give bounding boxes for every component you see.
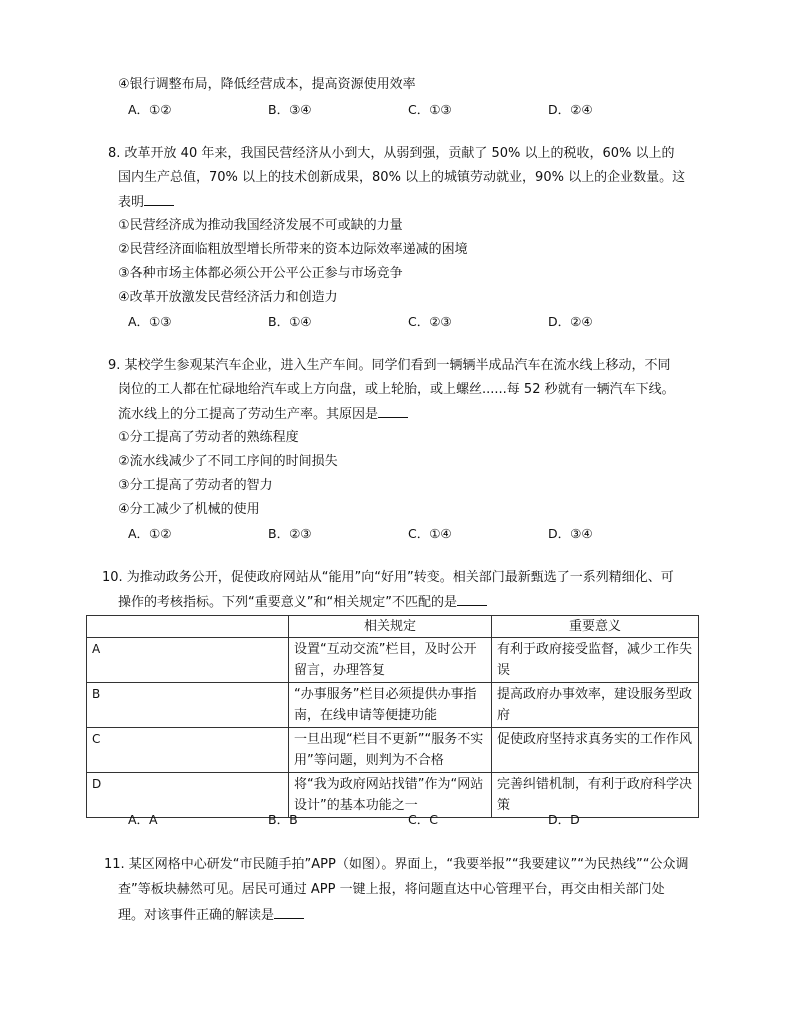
q9-option-d: D．③④ <box>548 526 593 541</box>
q11-stem-line-2: 查”等板块赫然可见。居民可通过 APP 一键上报，将问题直达中心管理平台，再交由相关部门处 <box>118 882 665 897</box>
answer-blank <box>144 193 174 206</box>
q9-item-4: ④分工减少了机械的使用 <box>118 502 260 517</box>
q8-item-2: ②民营经济面临粗放型增长所带来的资本边际效率递减的困境 <box>118 242 468 257</box>
q8-stem-line-2: 国内生产总值，70% 以上的技术创新成果，80% 以上的城镇劳动就业，90% 以上的企业数量。这 <box>118 170 686 185</box>
meaning-cell: 完善纠错机制，有利于政府科学决策 <box>492 773 699 818</box>
q8-option-a: A．①③ <box>128 314 172 329</box>
q10-stem-line-2: 操作的考核指标。下列“重要意义”和“相关规定”不匹配的是 <box>118 593 487 612</box>
q9-stem-line-3: 流水线上的分工提高了劳动生产率。其原因是 <box>118 405 408 424</box>
q9-stem-line-2: 岗位的工人都在忙碌地给汽车或上方向盘，或上轮胎，或上螺丝......每 52 秒就有一辆汽车下线。 <box>118 382 675 397</box>
q7-options <box>128 101 688 119</box>
q8-item-3: ③各种市场主体都必须公开公平公正参与市场竞争 <box>118 266 403 281</box>
q9-item-2: ②流水线减少了不同工序间的时间损失 <box>118 454 338 469</box>
q10-options <box>128 811 688 829</box>
q8-stem-line-1: 8. 改革开放 40 年来，我国民营经济从小到大，从弱到强，贡献了 50% 以上的税收，60% 以上的 <box>108 146 675 161</box>
row-label: B <box>87 683 289 728</box>
table-row <box>87 638 699 683</box>
q9-option-c: C．①④ <box>408 526 452 541</box>
q9-option-a: A．①② <box>128 526 172 541</box>
q7-item-4: ④银行调整布局，降低经营成本，提高资源使用效率 <box>118 77 416 92</box>
q10-option-a: A．A <box>128 812 158 827</box>
q11-stem-line-3: 理。对该事件正确的解读是 <box>118 906 304 925</box>
answer-blank <box>457 593 487 606</box>
q7-option-c: C．①③ <box>408 102 452 117</box>
q8-item-4: ④改革开放激发民营经济活力和创造力 <box>118 290 338 305</box>
q11-stem-line-1: 11. 某区网格中心研发“市民随手拍”APP（如图）。界面上，“我要举报”“我要建议”“为民热线”“公众调 <box>104 857 689 872</box>
q8-stem-line-3: 表明 <box>118 193 174 212</box>
rule-cell: 一旦出现“栏目不更新”“服务不实用”等问题，则判为不合格 <box>289 728 492 773</box>
answer-blank <box>378 405 408 418</box>
table-header-cell <box>87 616 289 638</box>
q7-option-d: D．②④ <box>548 102 593 117</box>
q8-option-d: D．②④ <box>548 314 593 329</box>
row-label: C <box>87 728 289 773</box>
meaning-cell: 提高政府办事效率，建设服务型政府 <box>492 683 699 728</box>
row-label: A <box>87 638 289 683</box>
meaning-cell: 有利于政府接受监督，减少工作失误 <box>492 638 699 683</box>
table-header-cell: 重要意义 <box>492 616 699 638</box>
q9-option-b: B．②③ <box>268 526 312 541</box>
meaning-cell: 促使政府坚持求真务实的工作作风 <box>492 728 699 773</box>
q9-options <box>128 525 688 543</box>
rule-cell: 将“我为政府网站找错”作为“网站设计”的基本功能之一 <box>289 773 492 818</box>
q8-options <box>128 313 688 331</box>
q10-table <box>86 615 699 818</box>
table-header-row <box>87 616 699 638</box>
q10-stem-line-1: 10. 为推动政务公开，促使政府网站从“能用”向“好用”转变。相关部门最新甄选了一系列精细化、可 <box>102 570 674 585</box>
row-label: D <box>87 773 289 818</box>
table-header-cell: 相关规定 <box>289 616 492 638</box>
q8-option-c: C．②③ <box>408 314 452 329</box>
q10-option-b: B．B <box>268 812 298 827</box>
q9-item-3: ③分工提高了劳动者的智力 <box>118 478 273 493</box>
rule-cell: “办事服务”栏目必须提供办事指南，在线申请等便捷功能 <box>289 683 492 728</box>
q7-option-a: A．①② <box>128 102 172 117</box>
q10-option-c: C．C <box>408 812 438 827</box>
q9-item-1: ①分工提高了劳动者的熟练程度 <box>118 430 299 445</box>
rule-cell: 设置“互动交流”栏目，及时公开留言，办理答复 <box>289 638 492 683</box>
q9-stem-line-1: 9. 某校学生参观某汽车企业，进入生产车间。同学们看到一辆辆半成品汽车在流水线上移动，不同 <box>108 358 671 373</box>
q8-item-1: ①民营经济成为推动我国经济发展不可或缺的力量 <box>118 218 403 233</box>
q10-option-d: D．D <box>548 812 580 827</box>
answer-blank <box>274 906 304 919</box>
q7-option-b: B．③④ <box>268 102 312 117</box>
table-row <box>87 683 699 728</box>
table-row <box>87 728 699 773</box>
q8-option-b: B．①④ <box>268 314 312 329</box>
